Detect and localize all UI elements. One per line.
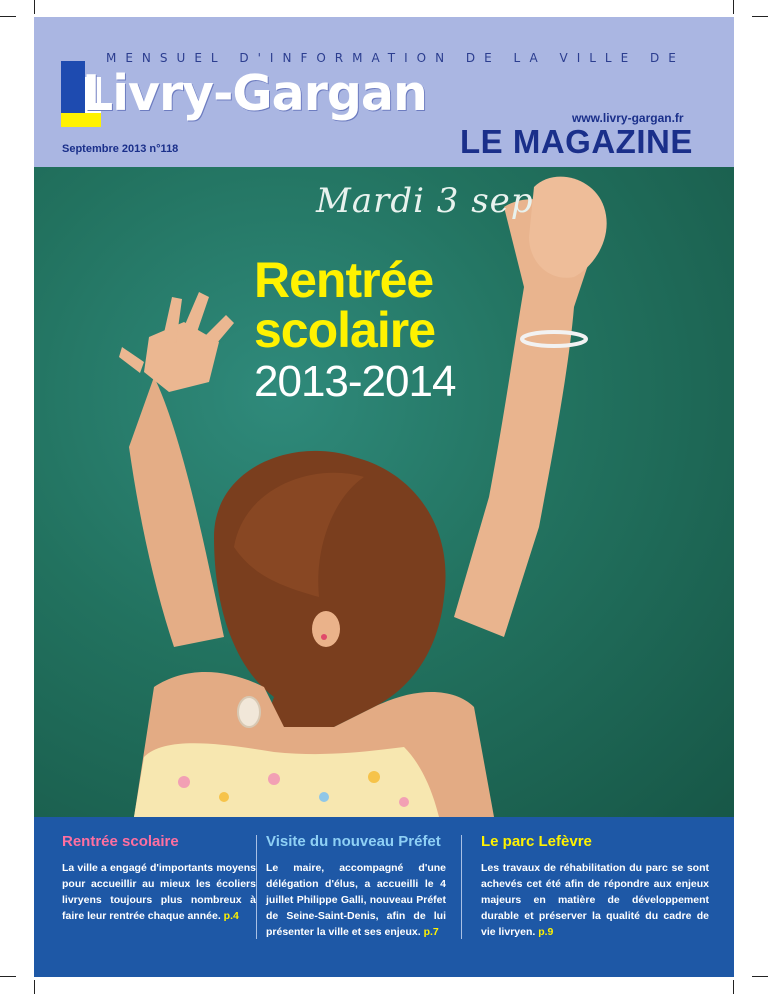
crop-mark (34, 980, 35, 994)
website-link[interactable]: www.livry-gargan.fr (572, 111, 684, 125)
headline-line-2: scolaire (254, 302, 436, 358)
issue-number: Septembre 2013 n°118 (62, 143, 179, 155)
teaser-text: La ville a engagé d'importants moyens pour accueillir au mieux les écoliers livryens toujours plus nombreux à faire leur rentrée chaque année. p.4 (62, 862, 256, 922)
chalk-writing: Mardi 3 sep (316, 181, 534, 221)
crop-mark (752, 976, 768, 977)
page-reference: p.4 (223, 910, 239, 922)
page-reference: p.9 (538, 926, 554, 938)
crop-mark (733, 0, 734, 14)
teaser-title: Rentrée scolaire (62, 833, 179, 850)
crop-mark (733, 980, 734, 994)
headline-year: 2013-2014 (254, 357, 456, 406)
cover-photo (34, 167, 734, 817)
teaser-title: Le parc Lefèvre (481, 833, 592, 850)
page-reference: p.7 (423, 926, 439, 938)
tagline: MENSUEL D'INFORMATION DE LA VILLE DE (106, 51, 685, 65)
crop-mark (34, 0, 35, 14)
teaser-text: Le maire, accompagné d'une délégation d'élus, a accueilli le 4 juillet Philippe Galli, nouveau Préfet de Seine-Saint-Denis, afin de lui présenter la ville et ses enjeux. p.7 (266, 862, 446, 938)
column-divider (461, 835, 462, 939)
cover-headline (254, 252, 456, 409)
magazine-label: LE MAGAZINE (460, 123, 693, 160)
article-teasers (34, 817, 734, 977)
teaser-rentree-scolaire[interactable] (62, 833, 256, 924)
teaser-text: Les travaux de réhabilitation du parc se sont achevés cet été afin de répondre aux enjeux majeurs en matière de développement durable et préserver la qualité du cadre de vie livryen. p.9 (481, 862, 709, 938)
teaser-title: Visite du nouveau Préfet (266, 833, 441, 850)
crop-mark (0, 976, 16, 977)
teaser-parc-lefevre[interactable] (481, 833, 709, 940)
magazine-title: Livry-Gargan (82, 65, 427, 122)
crop-mark (0, 16, 16, 17)
headline-line-1: Rentrée (254, 252, 434, 308)
masthead (34, 17, 734, 167)
teaser-visite-prefet[interactable] (266, 833, 446, 940)
crop-mark (752, 16, 768, 17)
magazine-cover (34, 17, 734, 977)
column-divider (256, 835, 257, 939)
